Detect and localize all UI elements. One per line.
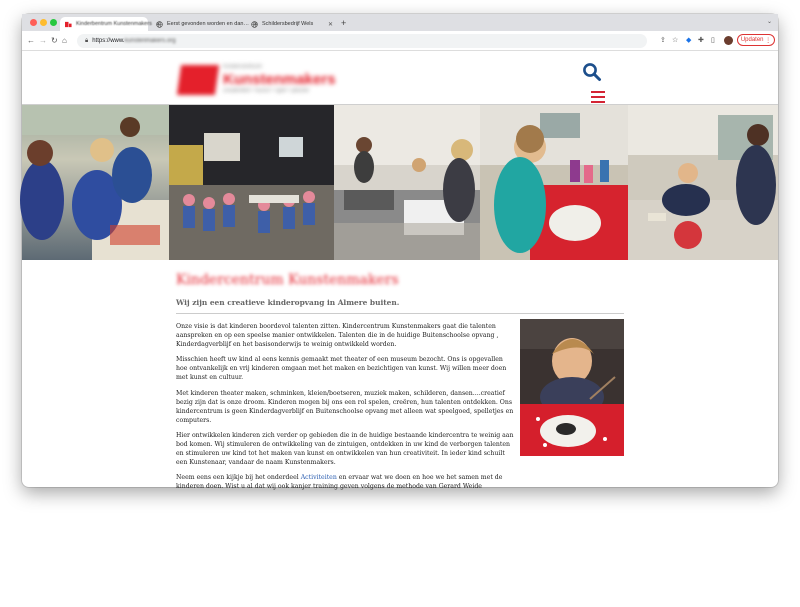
tab-schildersbedrijf[interactable] (246, 17, 338, 31)
banner-photo-art-table (628, 105, 778, 260)
puzzle-icon[interactable]: ✚ (698, 37, 704, 44)
share-icon[interactable]: ⇪ (660, 37, 666, 44)
banner-photo-boy-painting-drawing (480, 105, 628, 260)
banner-photo-boy-painting (480, 105, 628, 260)
lock-icon: 🔒︎ (85, 37, 89, 44)
tab-title: Schildersbedrijf Wels (262, 21, 314, 27)
globe-icon (251, 21, 258, 28)
close-tab-icon[interactable]: ✕ (327, 21, 333, 28)
forward-arrow-icon[interactable]: → (39, 36, 47, 45)
globe-icon (156, 21, 163, 28)
paragraph: Misschien heeft uw kind al eens kennis gemaakt met theater of een museum bezocht. Ons is opgevallen hoe ontvankelijk en vrij kinderen omgaan met het maken en bezichtigen van kunst. Wij willen meer doen met kunst en cultuur. (176, 356, 507, 382)
new-tab-button[interactable]: + (341, 18, 347, 28)
kunstenmakers-favicon-icon (65, 21, 72, 28)
paragraph-text: en ervaar wat we doen en hoe we het samen met de kinderen doen. Wist u al dat wij ook kanjer training geven volgens de methode van Gerard Weide (176, 474, 503, 491)
logo-name: Kunstenmakers (223, 71, 336, 88)
banner-photo-tables (334, 105, 480, 260)
tab-search-chevron-icon[interactable]: ⌄ (766, 19, 772, 25)
reload-icon[interactable]: ↻ (51, 36, 58, 45)
paragraph-text: Neem eens een kijkje bij het onderdeel (176, 474, 301, 482)
paragraph: Onze visie is dat kinderen boordevol talenten zitten. Kindercentrum Kunstenmakers gaat die talenten aanspreken en op een speelse manier ontwikkelen. Talenten die in de huidige Buitenschoolse opvang , Kinderdagverblijf en het basisonderwijs te weinig ontwikkeld worden. (176, 323, 499, 349)
url-prefix: https://www. (92, 38, 125, 44)
search-icon[interactable] (582, 62, 602, 82)
close-tab-icon[interactable]: ✕ (155, 21, 161, 28)
banner-photo-painting-girls-drawing (22, 105, 169, 260)
main-content (176, 272, 624, 491)
page-subtitle: Wij zijn een creatieve kinderopvang in Almere buiten. (176, 298, 624, 314)
logo-tagline-top: Kindercentrum (223, 64, 263, 70)
banner-photo-painting-girls (22, 105, 169, 260)
tab-bar (22, 14, 778, 31)
minimize-window-button[interactable] (40, 19, 47, 26)
paragraph: Hier ontwikkelen kinderen zich verder op gebieden die in de huidige bestaande kindercentra te weinig aan bod komen. Wij stimuleren de ontwikkeling van de zintuigen, ontdekken in uw kind de verborgen talenten en stimuleren uw kind tot het maken van kunst en ontwikkelen van hun creativiteit. In ieder kind schuilt een Kunstenaar, vandaar de naam Kunstenmakers. (176, 431, 514, 467)
home-icon[interactable]: ⌂ (62, 36, 67, 45)
logo-tagline-bottom: creativiteit • kunst • spel • plezier (223, 88, 310, 94)
toddler-painting-photo (520, 319, 624, 456)
banner-photo-art-table-drawing (628, 105, 778, 260)
browser-toolbar (22, 31, 778, 51)
logo-mark (177, 65, 219, 95)
tab-title: Kinderbentrum Kunstenmakers (76, 21, 152, 27)
site-header (22, 51, 778, 106)
toddler-painting-drawing (520, 319, 624, 456)
profile-avatar[interactable] (724, 36, 733, 45)
close-tab-icon[interactable]: ✕ (252, 21, 258, 28)
address-bar[interactable] (77, 34, 647, 48)
back-arrow-icon[interactable]: ← (27, 36, 35, 45)
site-logo[interactable] (179, 63, 349, 97)
sidebar-icon[interactable]: ▯ (711, 37, 715, 44)
article-body (176, 322, 514, 498)
page-title: Kindercentrum Kunstenmakers (176, 272, 399, 288)
maximize-window-button[interactable] (50, 19, 57, 26)
activities-link[interactable]: Activiteiten (300, 474, 337, 482)
hamburger-menu-icon[interactable] (591, 91, 605, 103)
photo-banner (22, 105, 778, 260)
url-domain: kunstenmakers.org (124, 38, 176, 44)
banner-photo-tables-drawing (334, 105, 480, 260)
tab-title: Eerst gevonden worden en dan… (167, 21, 249, 27)
tab-eerst-gevonden[interactable] (151, 17, 258, 31)
paragraph: Met kinderen theater maken, schminken, kleien/boetseren, muziek maken, schilderen, dansen....creatief bezig zijn dat is onze droom. Kinderen mogen bij ons een rol spelen, creëren, hun talenten ontdekken. Ons kindercentrum is geen Kinderdagverblijf en Buitenschoolse opvang met alleen wat speelgoed, spelletjes en computers. (176, 389, 514, 424)
banner-photo-classroom (169, 105, 334, 260)
bookmark-star-icon[interactable]: ☆ (672, 37, 679, 44)
paragraph-activities (176, 473, 514, 491)
update-button[interactable]: Updaten ⋮ (737, 34, 775, 46)
browser-window (22, 14, 778, 491)
extension-icon[interactable]: ◆ (686, 37, 692, 44)
update-label: Updaten (740, 37, 764, 43)
banner-photo-classroom-drawing (169, 105, 334, 260)
close-window-button[interactable] (30, 19, 37, 26)
tab-kunstenmakers[interactable] (60, 17, 161, 31)
